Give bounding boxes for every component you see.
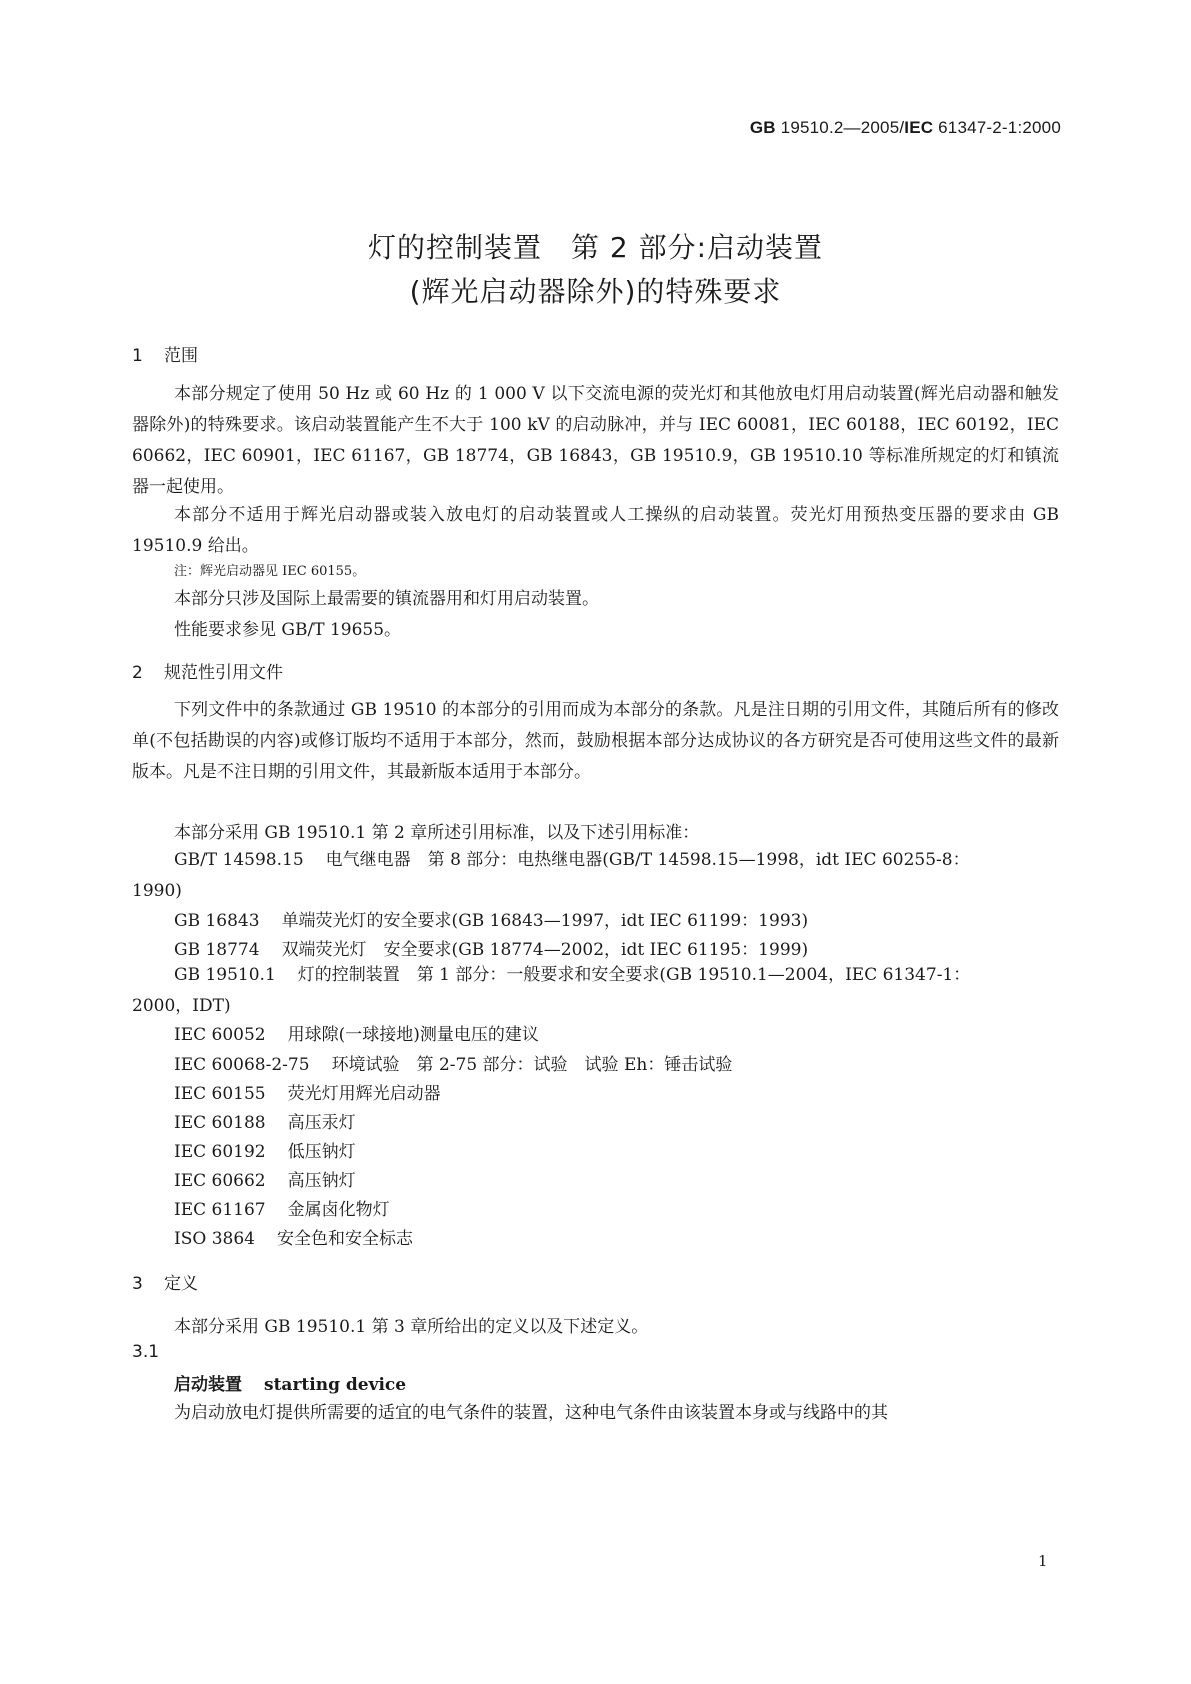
term-number: 3.1 [132,1342,160,1362]
reference-item: GB 16843 单端荧光灯的安全要求(GB 16843—1997，idt IEC 61199：1993) [174,911,809,931]
section-1-note: 注：辉光启动器见 IEC 60155。 [174,564,366,579]
title-line-1: 灯的控制装置 第 2 部分:启动装置 [367,231,824,264]
section-2-paragraph-2: 本部分采用 GB 19510.1 第 2 章所述引用标准，以及下述引用标准： [174,823,700,843]
section-1-paragraph-3: 本部分只涉及国际上最需要的镇流器用和灯用启动装置。 [174,589,599,609]
section-3-paragraph-1: 本部分采用 GB 19510.1 第 3 章所给出的定义以及下述定义。 [174,1317,649,1337]
reference-item: GB/T 14598.15 电气继电器 第 8 部分：电热继电器(GB/T 14598.15—1998，idt IEC 60255-8： 1990) [132,850,970,901]
reference-item: IEC 61167 金属卤化物灯 [174,1200,390,1220]
term-definition: 为启动放电灯提供所需要的适宜的电气条件的装置，这种电气条件由该装置本身或与线路中的其 [174,1403,888,1423]
reference-item: IEC 60052 用球隙(一球接地)测量电压的建议 [174,1025,539,1045]
section-2-paragraph-1: 下列文件中的条款通过 GB 19510 的本部分的引用而成为本部分的条款。凡是注日期的引用文件，其随后所有的修改单(不包括勘误的内容)或修订版均不适用于本部分，然而，鼓励根据本部分达成协议的各方研究是否可使用这些文件的最新版本。凡是不注日期的引用文件，其最新版本适用于本部分。 [132,700,1059,782]
reference-item: GB 19510.1 灯的控制装置 第 1 部分：一般要求和安全要求(GB 19510.1—2004，IEC 61347-1： 2000，IDT) [132,965,971,1016]
standard-code-header: GB 19510.2—2005/IEC 61347-2-1:2000 [749,118,1061,137]
section-1-paragraph-2: 本部分不适用于辉光启动器或装入放电灯的启动装置或人工操纵的启动装置。荧光灯用预热变压器的要求由 GB 19510.9 给出。 [132,505,1059,556]
reference-item: ISO 3864 安全色和安全标志 [174,1229,413,1249]
section-1-heading: 1 范围 [132,346,198,366]
reference-item: IEC 60068-2-75 环境试验 第 2-75 部分：试验 试验 Eh：锤击试验 [174,1055,733,1075]
section-2-heading: 2 规范性引用文件 [132,663,283,683]
reference-item: GB 18774 双端荧光灯 安全要求(GB 18774—2002，idt IEC 61195：1999) [174,940,809,960]
page-number: 1 [1038,1552,1048,1570]
section-1-paragraph-1: 本部分规定了使用 50 Hz 或 60 Hz 的 1 000 V 以下交流电源的荧光灯和其他放电灯用启动装置(辉光启动器和触发器除外)的特殊要求。该启动装置能产生不大于 100 kV 的启动脉冲，并与 IEC 60081，IEC 60188，IEC 60192，IEC 60662，IEC 60901，IEC 61167，GB 18774，GB 16843，GB 19510.9，GB 19510.10 等标准所规定的灯和镇流器一起使用。 [132,384,1059,497]
reference-item: IEC 60662 高压钠灯 [174,1171,356,1191]
section-1-paragraph-4: 性能要求参见 GB/T 19655。 [174,620,402,640]
term-title: 启动装置 starting device [174,1375,407,1395]
section-3-heading: 3 定义 [132,1274,198,1294]
title-line-2: (辉光启动器除外)的特殊要求 [409,275,782,308]
reference-item: IEC 60192 低压钠灯 [174,1142,356,1162]
reference-item: IEC 60155 荧光灯用辉光启动器 [174,1084,441,1104]
reference-item: IEC 60188 高压汞灯 [174,1113,356,1133]
document-title [0,226,1191,314]
